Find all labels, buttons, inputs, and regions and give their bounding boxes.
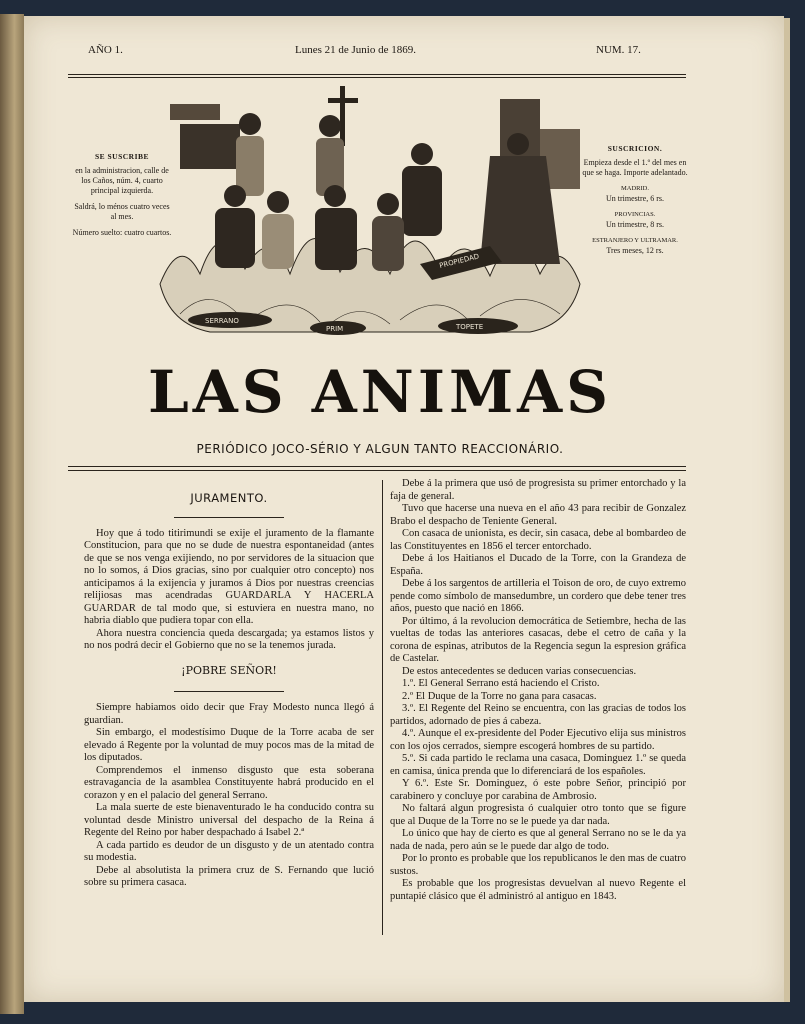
subscribe-heading: SE SUSCRIBE (94, 152, 150, 161)
article-title-pobre-senor: ¡POBRE SEÑOR! (181, 663, 277, 677)
subscription-terms: Empieza desde el 1.º del mes en que se haga. Importe adelantado. (582, 158, 688, 177)
paragraph: Siempre habiamos oido decir que Fray Modesto nunca llegó á guardian. (84, 702, 374, 726)
masthead-subtitle: PERIÓDICO JOCO-SÉRIO Y ALGUN TANTO REACCIONÁRIO. (196, 442, 564, 456)
issue-number: NUM. 17. (596, 44, 641, 56)
paragraph: 1.º. El General Serrano está haciendo el Cristo. (402, 678, 600, 689)
masthead-rule-bottom (68, 470, 686, 471)
paragraph: Hoy que á todo titirimundi se exije el juramento de la flamante Constitucion, para que no se dude de nuestra espontaneidad (antes de que se nos venga exijiendo, no por servidores de la situacion que no lo somos, á Dios gracias, sino por cualquier otro concepto) nos anticipamos á la exijencia y juramos á Dios por nuestras creencias relijiosas mas acendradas GUARDARLA Y HACERLA GUARDAR de tal modo que, si estuviera en nuestra mano, no habria diablo que pudiera topar con ella. (84, 527, 374, 626)
column-divider (382, 480, 383, 935)
subscribe-address: en la administracion, calle de los Caños, núm. 4, cuarto principal izquierda. (75, 166, 169, 195)
right-column (390, 478, 686, 903)
title-underline (174, 517, 284, 518)
paragraph: Debe á la primera que usó de progresista su primer entorchado y la faja de general. (390, 478, 686, 502)
subscription-info-right (580, 144, 690, 262)
madrid-price: Un trimestre, 6 rs. (606, 194, 664, 203)
label-propiedad: PROPIEDAD (438, 252, 481, 270)
paragraph: Debe á los Haitianos el Ducado de la Torre, con la Grandeza de España. (390, 553, 686, 577)
paragraph: 2.º El Duque de la Torre no gana para casacas. (402, 690, 597, 702)
paragraph: Por último, á la revolucion democrática de Setiembre, hecha de las vueltas de todas las anteriores casacas, debe el cetro de caña y la corona de espinas, atributos de la Regencia segun la espresion gráfica de Castelar. (390, 615, 686, 664)
subscription-heading: SUSCRICION. (607, 144, 663, 153)
madrid-heading: MADRID. (621, 185, 649, 192)
paragraph: Por lo pronto es probable que los republicanos le den mas de cuatro sustos. (390, 853, 687, 877)
label-prim: PRIM (326, 325, 344, 333)
publish-frequency: Saldrá, lo ménos cuatro veces al mes. (74, 202, 170, 221)
page-edge (784, 18, 790, 1002)
paragraph: Sin embargo, el modestísimo Duque de la Torre acaba de ser elevado á Regente por la voluntad de muy pocos mas de la mitad de los diputados. (84, 727, 374, 763)
paragraph: Lo único que hay de cierto es que al general Serrano no se le da ya nada de nada, pero aún se le puede dar algo de todo. (390, 828, 686, 852)
provinces-heading: PROVINCIAS. (614, 211, 656, 218)
provinces-price: Un trimestre, 8 rs. (606, 220, 664, 229)
abroad-heading: ESTRANJERO Y ULTRAMAR. (592, 237, 678, 244)
paragraph: De estos antecedentes se deducen varias consecuencias. (402, 665, 637, 677)
masthead-title: LAS ANIMAS (147, 358, 613, 426)
paragraph: Ahora nuestra conciencia queda descargada; ya estamos listos y no nos podrá decir el Gobierno que no se la tenemos jurada. (84, 627, 374, 651)
issue-date: Lunes 21 de Junio de 1869. (295, 44, 416, 56)
paragraph: Comprendemos el inmenso disgusto que esta soberana estravagancia de la asamblea Constituyente habrá producido en el corazon y en el palacio del general Serrano. (84, 764, 374, 801)
paragraph: No faltará algun progresista ó cualquier otro tonto que se figure que al Duque de la Torre no se le puede ya dar nada. (390, 803, 686, 827)
paragraph: Debe á los sargentos de artilleria el Toison de oro, de cuyo extremo pende como símbolo de mansedumbre, un cordero que debe tener tres años, puesto que nació en 1866. (390, 578, 686, 614)
title-underline (174, 691, 284, 692)
book-binding (0, 14, 24, 1014)
header-rule-top (68, 74, 686, 75)
label-topete: TOPETE (456, 323, 484, 331)
paragraph: La mala suerte de este bienaventurado le ha conducido contra su voluntad desde Ministro universal del despacho de la Reina á Regente del Reino por haber despachado á Isabel 2.ª (84, 802, 374, 838)
paragraph: A cada partido es deudor de un disgusto y de un atentado contra su modestia. (84, 839, 374, 863)
abroad-price: Tres meses, 12 rs. (606, 246, 664, 255)
paragraph: 3.º. El Regente del Reino se encuentra, con las gracias de todos los partidos, adornado de pies á cabeza. (390, 703, 686, 727)
paragraph: Es probable que los progresistas devuelvan al nuevo Regente el puntapié clásico que él administró al antiguo en 1843. (390, 878, 686, 902)
paragraph: 5.º. Si cada partido le reclama una casaca, Dominguez 1.º se queda en camisa, única prenda que lo diferenciará de los españoles. (390, 753, 686, 777)
satirical-engraving (150, 84, 590, 346)
label-serrano: SERRANO (205, 317, 239, 325)
paragraph: Con casaca de unionista, es decir, sin casaca, debe al bombardeo de las Constituyentes en 1856 el tercer entorchado. (390, 528, 686, 552)
article-title-juramento: JURAMENTO. (190, 491, 268, 505)
header-rule-bottom (68, 77, 686, 78)
paragraph: Debe al absolutista la primera cruz de S. Fernando que lució sobre su primera casaca. (84, 864, 374, 888)
issue-year: AÑO 1. (88, 44, 123, 56)
paragraph: 4.º. Aunque el ex-presidente del Poder Ejecutivo elija sus ministros con los ojos cerrados, siempre escogerá hombres de su partido. (390, 728, 686, 752)
masthead-rule-top (68, 466, 686, 467)
left-column (84, 478, 374, 890)
paragraph: Y 6.º. Este Sr. Dominguez, ó este pobre Señor, principió por carabinero y concluye por carabina de Ambrosio. (390, 778, 686, 802)
single-issue-price: Número suelto: cuatro cuartos. (72, 228, 172, 237)
paragraph: Tuvo que hacerse una nueva en el año 43 para recibir de Gonzalez Brabo el despacho de Teniente General. (390, 503, 686, 527)
